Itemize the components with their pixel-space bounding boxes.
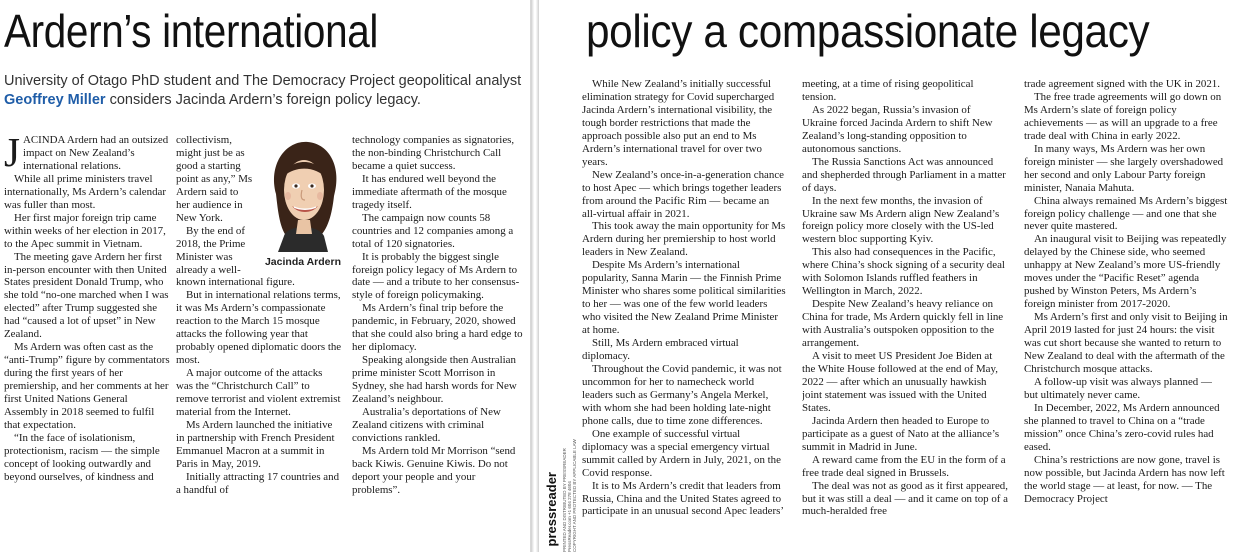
- paragraph: A reward came from the EU in the form of a free trade deal signed in Brussels.: [802, 453, 1006, 479]
- paragraph: technology companies as signatories, the non-binding Christchurch Call became a quiet success.: [352, 134, 515, 172]
- paragraph: meeting, at a time of rising geopolitical tension.: [802, 78, 974, 103]
- left-page: [0, 0, 531, 552]
- paragraph: Ms Ardern’s final trip before the pandemic, in February, 2020, showed that she could also bring a hard edge to her diplomacy.: [352, 302, 523, 354]
- paragraph: Ms Ardern told Mr Morrison “send back Kiwis. Genuine Kiwis. Do not deport your people and your problems”.: [352, 444, 516, 496]
- portrait-caricature-image: [258, 134, 348, 252]
- byline-author: Geoffrey Miller: [4, 92, 106, 108]
- paragraph: Despite Ms Ardern’s international popularity, Sanna Marin — the Finnish Prime Minister who shares some political similarities to her — was one of the few world leaders who visited the New Zealand Prime Minister at home.: [582, 259, 786, 337]
- article-column-6: [1024, 78, 1228, 552]
- standfirst: [4, 72, 524, 110]
- paragraph: In the next few months, the invasion of Ukraine saw Ms Ardern align New Zealand’s foreign policy more closely with the US-led western bloc supporting Kyiv.: [802, 194, 1000, 246]
- lead-paragraph: [4, 134, 170, 173]
- paragraph: As 2022 began, Russia’s invasion of Ukraine forced Jacinda Ardern to shift New Zealand’s long-standing opposition to autonomous sanctions.: [802, 103, 993, 155]
- paragraph: While New Zealand’s initially successful elimination strategy for Covid supercharged Jacinda Ardern’s international visibility, the tough border restrictions that made the approach possible also put an end to Ms Ardern’s international travel for over two years.: [582, 78, 775, 168]
- paragraph: Speaking alongside then Australian prime minister Scott Morrison in Sydney, she had harsh words for New Zealand’s neighbour.: [352, 354, 517, 406]
- paragraph: collectivism, might just be as good a starting point as any,” Ms Ardern said to her audience in New York.: [176, 134, 253, 224]
- paragraph: By the end of 2018, the Prime Minister was already a well-known international figure.: [176, 224, 295, 289]
- paragraph: The deal was not as good as it first appeared, but it was still a deal — and it came on top of a much-heralded free: [802, 479, 1008, 518]
- paragraph: But in international relations terms, it was Ms Ardern’s compassionate reaction to the March 15 mosque attacks the following year that probably opened diplomatic doors the most.: [176, 289, 342, 367]
- lead-text: ACINDA Ardern had an outsized impact on New Zealand’s international relations.: [22, 134, 169, 172]
- headline-right: policy a compassionate legacy: [586, 5, 1150, 57]
- paragraph: Jacinda Ardern then headed to Europe to participate as a guest of Nato at the alliance’s summit in Madrid in June.: [802, 414, 1000, 453]
- drop-cap: J: [4, 134, 20, 175]
- headline-left: Ardern’s international: [4, 5, 379, 57]
- paragraph: A follow-up visit was always planned — but ultimately never came.: [1024, 375, 1212, 401]
- paragraph: Australia’s deportations of New Zealand citizens with criminal convictions rankled.: [352, 406, 501, 444]
- paragraph: Ms Ardern was often cast as the “anti-Trump” figure by commentators during the first years of her premiership, and her comments at her first United Nations General Assembly in 2018 seemed to fulfil that expectation.: [4, 341, 170, 431]
- paragraph: New Zealand’s once-in-a-generation chance to host Apec — which brings together leaders from around the Pacific Rim — became an all-virtual affair in 2021.: [582, 168, 784, 220]
- pressreader-credit: [540, 385, 576, 552]
- paragraph: Throughout the Covid pandemic, it was not uncommon for her to namecheck world leaders such as Germany’s Angela Merkel, with whom she had been holding late-night phone calls, due to time zone differences.: [582, 362, 782, 427]
- paragraph: China always remained Ms Ardern’s biggest foreign policy challenge — and one that she never quite mastered.: [1024, 194, 1228, 233]
- paragraph: Her first major foreign trip came within weeks of her election in 2017, to the Apec summit in Vietnam.: [4, 211, 166, 250]
- standfirst-intro: University of Otago PhD student and The Democracy Project geopolitical analyst: [4, 73, 522, 89]
- paragraph: trade agreement signed with the UK in 2021.: [1024, 78, 1220, 90]
- article-column-3: [352, 134, 524, 548]
- paragraph: Initially attracting 17 countries and a handful of: [176, 470, 340, 496]
- article-column-4: [582, 78, 786, 552]
- paragraph: China’s restrictions are now gone, travel is now possible, but Jacinda Ardern has now left the world stage — at least, for now. — The Democracy Project: [1024, 453, 1225, 505]
- page-gutter: [531, 0, 539, 552]
- paragraph: One example of successful virtual diplomacy was a special emergency virtual summit called by Ardern in July, 2021, on the Covid response.: [582, 427, 781, 479]
- article-column-5: [802, 78, 1008, 552]
- paragraph: In December, 2022, Ms Ardern announced she planned to travel to China on a “trade mission” once China’s zero-covid rules had eased.: [1024, 401, 1220, 453]
- paragraph: The campaign now counts 58 countries and 12 companies among a total of 120 signatories.: [352, 211, 514, 250]
- paragraph: This also had consequences in the Pacific, where China’s shock signing of a security deal with Solomon Islands ruffled feathers in Wellington in March, 2022.: [802, 246, 1005, 298]
- paragraph: It is to Ms Ardern’s credit that leaders from Russia, China and the United States agreed to participate in an unusual second Apec leaders’: [582, 479, 785, 518]
- paragraph: This took away the main opportunity for Ms Ardern during her premiership to host world leaders in New Zealand.: [582, 220, 786, 259]
- portrait-illustration: [258, 134, 348, 274]
- paragraph: The meeting gave Ardern her first in-person encounter with then United States president Donald Trump, who she told “no-one marched when I was elected” after Trump suggested she had “caused a lot of upset” in New Zealand.: [4, 250, 169, 341]
- right-page: [540, 0, 1234, 552]
- paragraph: The free trade agreements will go down on Ms Ardern’s slate of foreign policy achievements — as will an upgrade to a free trade deal with China in early 2022.: [1024, 90, 1222, 142]
- paragraph: It is probably the biggest single foreign policy legacy of Ms Ardern to date — and a tribute to her consensus-style of foreign policymaking.: [352, 250, 520, 302]
- photo-caption: Jacinda Ardern: [264, 256, 342, 268]
- pressreader-logo: pressreader: [544, 471, 559, 546]
- paragraph: Still, Ms Ardern embraced virtual diplomacy.: [582, 337, 739, 363]
- paragraph: In many ways, Ms Ardern was her own foreign minister — she largely overshadowed her second and only Labour Party foreign minister, Nanaia Mahuta.: [1024, 142, 1224, 194]
- paragraph: It has endured well beyond the immediate aftermath of the mosque tragedy itself.: [352, 172, 507, 211]
- paragraph: While all prime ministers travel internationally, Ms Ardern’s calendar was fuller than most.: [4, 172, 166, 211]
- paragraph: Ms Ardern launched the initiative in partnership with French President Emmanuel Macron at a summit in Paris in May, 2019.: [176, 418, 335, 470]
- paragraph: The Russia Sanctions Act was announced and shepherded through Parliament in a matter of days.: [802, 155, 1006, 194]
- paragraph: Despite New Zealand’s heavy reliance on China for trade, Ms Ardern quickly fell in line with Australia’s outspoken opposition to the arrangement.: [802, 298, 1004, 350]
- paragraph: Ms Ardern’s first and only visit to Beijing in April 2019 lasted for just 24 hours: the visit was cut short because she wanted to return to New Zealand to deal with the aftermath of the Christchurch mosque attacks.: [1024, 311, 1228, 375]
- standfirst-rest: considers Jacinda Ardern’s foreign policy legacy.: [109, 92, 421, 108]
- paragraph: A major outcome of the attacks was the “Christchurch Call” to remove terrorist and violent extremist material from the Internet.: [176, 367, 341, 419]
- paragraph: “In the face of isolationism, protectionism, racism — the simple concept of looking outwardly and beyond ourselves, of kindness and: [4, 431, 160, 483]
- copyright-notice: PRINTED AND DISTRIBUTED BY PRESSREADER PressReader.com +1 604 278 4604 COPYRIGHT AND PROTECTED BY APPLICABLE LAW: [562, 439, 577, 552]
- article-column-1: [4, 134, 170, 548]
- paragraph: A visit to meet US President Joe Biden at the White House followed at the end of May, 2022 — after which an unusually hawkish joint statement was issued with the United States.: [802, 350, 998, 414]
- paragraph: An inaugural visit to Beijing was repeatedly delayed by the Chinese side, who seemed unhappy at New Zealand’s more US-friendly moves under the “Pacific Reset” agenda pushed by Winston Peters, Ms Ardern’s foreign minister from 2017-2020.: [1024, 233, 1227, 311]
